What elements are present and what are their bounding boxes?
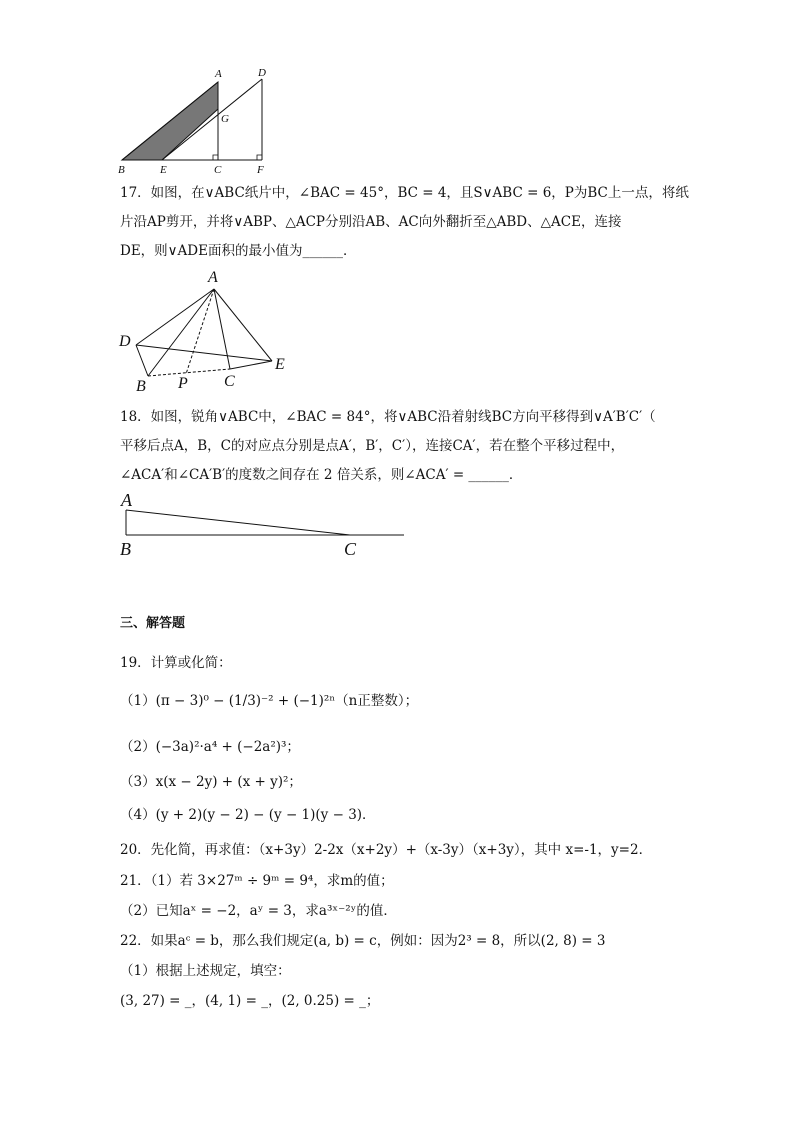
label-b: B <box>120 539 131 559</box>
label-c: C <box>214 164 222 176</box>
label-g: G <box>221 113 229 125</box>
q19-part-4: （4）(y + 2)(y − 2) − (y − 1)(y − 3)． <box>120 807 376 823</box>
section-3-title: 三、解答题 <box>120 616 186 631</box>
right-angle-mark-f <box>257 155 262 160</box>
label-b: B <box>118 164 125 176</box>
label-d: D <box>119 333 131 350</box>
q18-line-3: ∠ACA′和∠CA′B′的度数之间存在 2 倍关系，则∠ACA′ = ______． <box>120 467 523 483</box>
q22-part-2: (3, 27) = _，(4, 1) = _，(2, 0.25) = _； <box>120 993 380 1009</box>
segment-ap-dashed <box>186 289 214 374</box>
segment-bc-dashed <box>148 369 230 376</box>
q21-part-1: 21．（1）若 3×27ᵐ ÷ 9ᵐ = 9⁴，求m的值； <box>120 873 394 889</box>
q18-line-2: 平移后点A，B，C的对应点分别是点A′，B′，C′），连接CA′，若在整个平移过程中， <box>120 438 625 454</box>
q22-intro: 22．如果aᶜ = b，那么我们规定(a, b) = c，例如：因为2³ = 8，所以(2, 8) = 3 <box>120 933 606 949</box>
q18-line-1: 18．如图，锐角∨ABC中，∠BAC = 84°，将∨ABC沿着射线BC方向平移得到∨A′B′C′（ <box>120 409 656 425</box>
label-d: D <box>258 67 266 79</box>
segment-ab <box>148 289 214 376</box>
label-a: A <box>215 68 222 80</box>
figure-3-diagram <box>112 488 412 563</box>
segment-ce <box>230 361 272 369</box>
q19-part-3: （3）x(x − 2y) + (x + y)²； <box>120 774 302 790</box>
segment-ac <box>214 289 230 369</box>
figure-2-diagram <box>112 265 297 395</box>
segment-ad <box>136 289 214 345</box>
q21-part-2: （2）已知aˣ = −2，aʸ = 3，求a³ˣ⁻²ʸ的值． <box>120 903 397 919</box>
segment-db <box>136 345 148 376</box>
question-20: 20．先化简，再求值：（x+3y）2-2x（x+2y）+（x-3y）（x+3y），其中 x=-1，y=2． <box>120 842 653 858</box>
label-a: A <box>208 269 218 286</box>
q17-line-2: 片沿AP剪开，并将∨ABP、△ACP分别沿AB、AC向外翻折至△ABD、△ACE，连接 <box>120 214 622 230</box>
label-a: A <box>121 490 132 510</box>
q19-part-1: （1）(π − 3)⁰ − (1/3)⁻² + (−1)²ⁿ（n正整数）； <box>120 693 419 709</box>
q22-part-1: （1）根据上述规定，填空： <box>120 963 291 979</box>
segment-ac <box>126 510 350 535</box>
right-angle-mark-c <box>213 155 218 160</box>
segment-ae <box>214 289 272 361</box>
q17-line-1: 17．如图，在∨ABC纸片中，∠BAC = 45°，BC = 4，且S∨ABC = 6，P为BC上一点，将纸 <box>120 185 689 201</box>
q19-part-2: （2）(−3a)²·a⁴ + (−2a²)³； <box>120 739 300 755</box>
figure-1-diagram <box>110 62 280 177</box>
q17-line-3: DE，则∨ADE面积的最小值为______． <box>120 243 357 259</box>
label-e: E <box>275 356 285 373</box>
label-c: C <box>344 539 357 559</box>
label-p: P <box>178 375 188 392</box>
label-e: E <box>160 164 167 176</box>
segment-de <box>136 345 272 361</box>
label-c: C <box>224 373 235 390</box>
q19-intro: 19．计算或化简： <box>120 655 232 671</box>
label-b: B <box>136 378 146 395</box>
label-f: F <box>257 164 264 176</box>
